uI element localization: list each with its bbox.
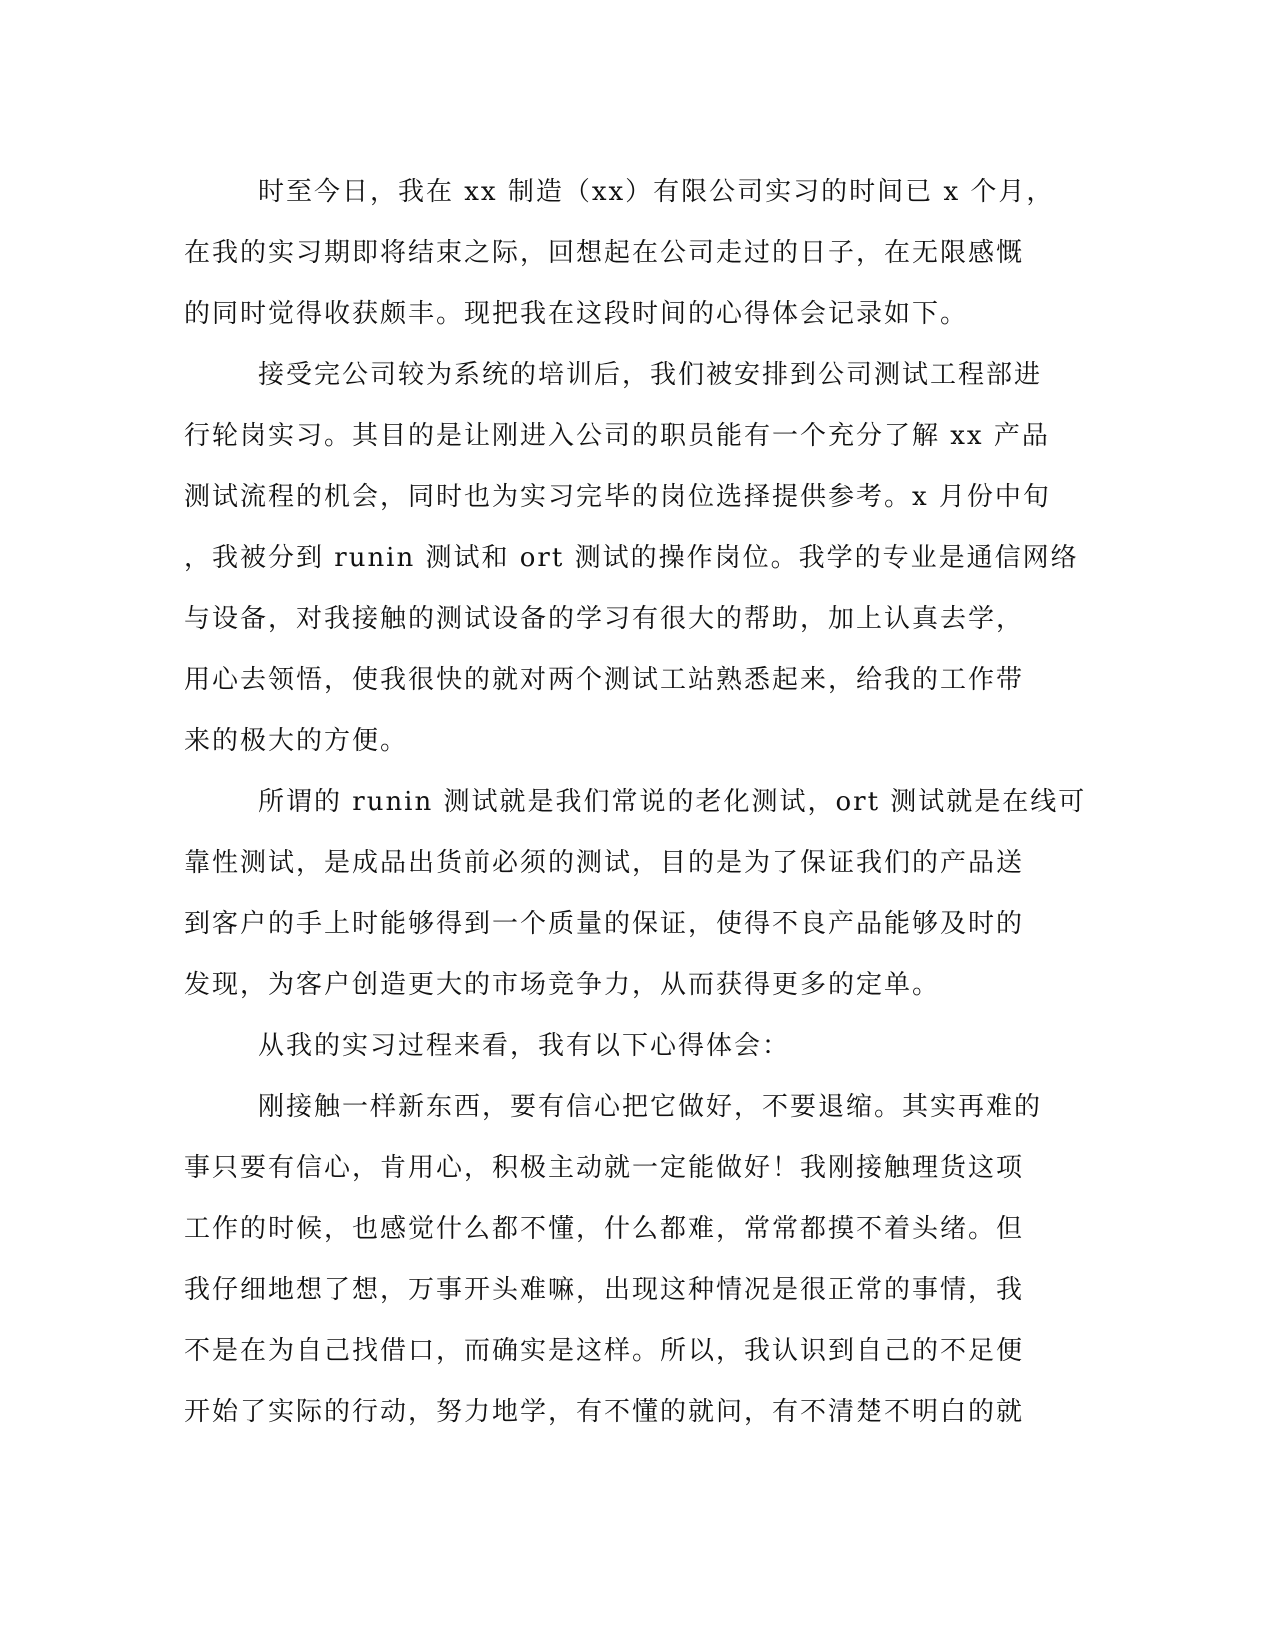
paragraph-5-line-3: 工作的时候，也感觉什么都不懂，什么都难，常常都摸不着头绪。但	[184, 1214, 1025, 1244]
paragraph-2-line-7: 来的极大的方便。	[184, 726, 409, 756]
paragraph-2-line-4: ，我被分到 runin 测试和 ort 测试的操作岗位。我学的专业是通信网络	[184, 543, 1079, 573]
paragraph-1-line-1: 时至今日，我在 xx 制造（xx）有限公司实习的时间已 x 个月，	[258, 177, 1055, 207]
paragraph-2-line-2: 行轮岗实习。其目的是让刚进入公司的职员能有一个充分了解 xx 产品	[184, 421, 1050, 451]
paragraph-1-line-2: 在我的实习期即将结束之际，回想起在公司走过的日子，在无限感慨	[184, 238, 1025, 268]
paragraph-2-line-1: 接受完公司较为系统的培训后，我们被安排到公司测试工程部进	[258, 360, 1043, 390]
paragraph-5-line-4: 我仔细地想了想，万事开头难嘛，出现这种情况是很正常的事情，我	[184, 1275, 1025, 1305]
paragraph-3-line-3: 到客户的手上时能够得到一个质量的保证，使得不良产品能够及时的	[184, 909, 1025, 939]
paragraph-4-line-1: 从我的实习过程来看，我有以下心得体会：	[258, 1031, 791, 1061]
body-text	[184, 162, 1087, 1443]
paragraph-5-line-1: 刚接触一样新东西，要有信心把它做好，不要退缩。其实再难的	[258, 1092, 1043, 1122]
paragraph-3-line-2: 靠性测试，是成品出货前必须的测试，目的是为了保证我们的产品送	[184, 848, 1025, 878]
paragraph-2-line-5: 与设备，对我接触的测试设备的学习有很大的帮助，加上认真去学，	[184, 604, 1025, 634]
paragraph-3-line-4: 发现，为客户创造更大的市场竞争力，从而获得更多的定单。	[184, 970, 941, 1000]
paragraph-5-line-5: 不是在为自己找借口，而确实是这样。所以，我认识到自己的不足便	[184, 1336, 1025, 1366]
paragraph-2-line-6: 用心去领悟，使我很快的就对两个测试工站熟悉起来，给我的工作带	[184, 665, 1025, 695]
paragraph-2-line-3: 测试流程的机会，同时也为实习完毕的岗位选择提供参考。x 月份中旬	[184, 482, 1051, 512]
paragraph-3-line-1: 所谓的 runin 测试就是我们常说的老化测试，ort 测试就是在线可	[258, 787, 1087, 817]
paragraph-5-line-2: 事只要有信心，肯用心，积极主动就一定能做好！我刚接触理货这项	[184, 1153, 1025, 1183]
paragraph-1-line-3: 的同时觉得收获颇丰。现把我在这段时间的心得体会记录如下。	[184, 299, 969, 329]
paragraph-5-line-6: 开始了实际的行动，努力地学，有不懂的就问，有不清楚不明白的就	[184, 1397, 1025, 1427]
